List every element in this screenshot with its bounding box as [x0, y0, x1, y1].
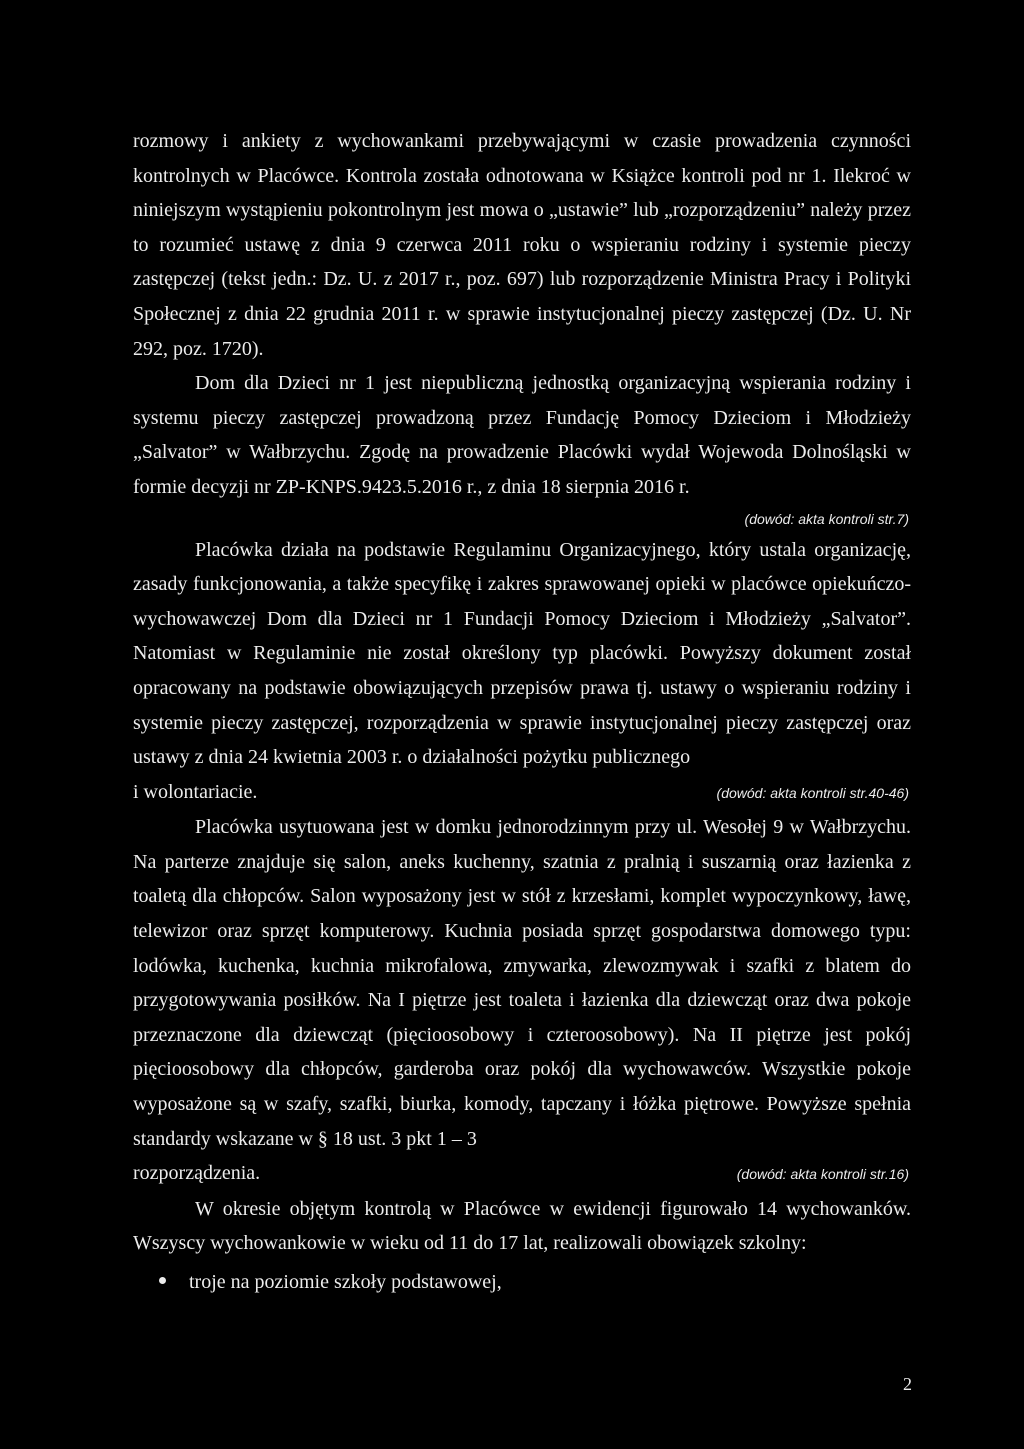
list-item-text: troje na poziomie szkoły podstawowej, — [189, 1271, 502, 1293]
paragraph-intro: rozmowy i ankiety z wychowankami przebywającymi w czasie prowadzenia czynności kontrolnych w Placówce. Kontrola została odnotowana w Książce kontroli pod nr 1. Ilekroć w niniejszym wystąpieniu pokontrolnym jest mowa o „ustawie” lub „rozporządzeniu” należy przez to rozumieć ustawę z dnia 9 czerwca 2011 roku o wspieraniu rodziny i systemie pieczy zastępczej (tekst jedn.: Dz. U. z 2017 r., poz. 697) lub rozporządzenie Ministra Pracy i Polityki Społecznej z dnia 22 grudnia 2011 r. w sprawie instytucjonalnej pieczy zastępczej (Dz. U. Nr 292, poz. 1720). — [133, 130, 911, 360]
paragraph-regulations: Placówka działa na podstawie Regulaminu Organizacyjnego, który ustala organizację, zasady funkcjonowania, a także specyfikę i zakres sprawowanej opieki w placówce opiekuńczo-wychowawczej Dom dla Dzieci nr 1 Fundacji Pomocy Dzieciom i Młodzieży „Salvator”. Natomiast w Regulaminie nie został określony typ placówki. Powyższy dokument został opracowany na podstawie obowiązujących przepisów prawa tj. ustawy o wspieraniu rodziny i systemie pieczy zastępczej, rozporządzenia w sprawie instytucjonalnej pieczy zastępczej oraz ustawy z dnia 24 kwietnia 2003 r. o działalności pożytku publicznego — [133, 538, 911, 769]
evidence-reference: (dowód: akta kontroli str.16) — [736, 1166, 909, 1183]
bullet-list — [133, 1265, 911, 1300]
paragraph-regulations-last-line — [133, 775, 911, 811]
paragraph-building: Placówka usytuowana jest w domku jednorodzinnym przy ul. Wesołej 9 w Wałbrzychu. Na parterze znajduje się salon, aneks kuchenny, szatnia z pralnią i suszarnią oraz łazienka z toaletą dla chłopców. Salon wyposażony jest w stół z krzesłami, komplet wypoczynkowy, ławę, telewizor oraz sprzęt komputerowy. Kuchnia posiada sprzęt gospodarstwa domowego typu: lodówka, kuchenka, kuchnia mikrofalowa, zmywarka, zlewozmywak i szafki z blatem do przygotowywania posiłków. Na I piętrze jest toaleta i łazienka dla dziewcząt oraz dwa pokoje przeznaczone dla dziewcząt (pięcioosobowy i czteroosobowy). Na II piętrze jest pokój pięcioosobowy dla chłopców, garderoba oraz pokój dla wychowawców. Wszystkie pokoje wyposażone są w szafy, szafki, biurka, komody, tapczany i łóżka piętrowe. Powyższe spełnia standardy wskazane w § 18 ust. 3 pkt 1 – 3 — [133, 816, 911, 1150]
document-body — [133, 124, 911, 1300]
evidence-reference: (dowód: akta kontroli str.40-46) — [716, 784, 909, 801]
bullet-icon — [159, 1277, 166, 1284]
page-number: 2 — [903, 1374, 912, 1394]
list-item — [133, 1265, 911, 1300]
paragraph-residents: W okresie objętym kontrolą w Placówce w ewidencji figurowało 14 wychowanków. Wszyscy wychowankowie w wieku od 11 do 17 lat, realizowali obowiązek szkolny: — [133, 1197, 911, 1255]
last-line-text: rozporządzenia. — [133, 1162, 261, 1185]
last-line-text: i wolontariacie. — [133, 780, 258, 803]
paragraph-building-last-line — [133, 1156, 911, 1192]
evidence-reference: (dowód: akta kontroli str.7) — [744, 510, 909, 527]
paragraph-organization: Dom dla Dzieci nr 1 jest niepubliczną jednostką organizacyjną wspierania rodziny i systemu pieczy zastępczej prowadzoną przez Fundację Pomocy Dzieciom i Młodzieży „Salvator” w Wałbrzychu. Zgodę na prowadzenie Placówki wydał Wojewoda Dolnośląski w formie decyzji nr ZP-KNPS.9423.5.2016 r., z dnia 18 sierpnia 2016 r. — [133, 372, 911, 498]
